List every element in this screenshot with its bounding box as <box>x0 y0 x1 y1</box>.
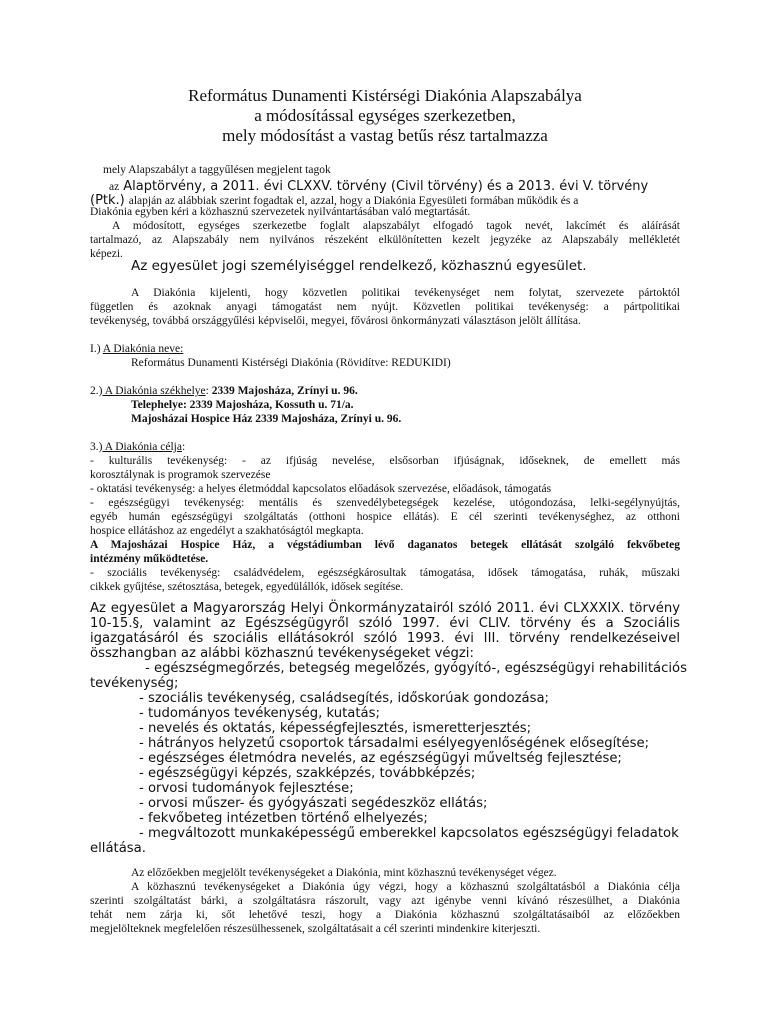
site-address: Telephelye: 2339 Majosháza, Kossuth u. 71/a. <box>131 399 354 411</box>
goal-cultural-line-2: korosztálynak is programok szervezése <box>90 469 271 481</box>
section-2-title: A Diakónia székhelye <box>102 385 206 397</box>
activity-item: - egészségmegőrzés, betegség megelőzés, gyógyító-, egészségügyi rehabilitációs <box>145 661 687 676</box>
closing-line-1: Az előzőekben megjelölt tevékenységeket a Diakónia, mint közhasznú tevékenységet végez. <box>131 867 557 879</box>
public-benefit-line-2: 10-15.§, valamint az Egészségügyről szóló 1997. évi CLIV. törvény és a Szociális <box>90 616 680 631</box>
activity-item: - szociális tevékenység, családsegítés, időskorúak gondozása; <box>139 691 549 706</box>
goal-education: - oktatási tevékenység: a helyes életmóddal kapcsolatos előadások szervezése, előadások, támogatás <box>90 483 552 495</box>
declaration-line-2: független és azoknak anyagi támogatást nem nyújt. Közvetlen politikai tevékenység: a pártpolitikai <box>90 301 680 313</box>
intro-line-5: A módosított, egységes szerkezetbe foglalt alapszabályt elfogadó tagok nevét, lakcímét és aláírását <box>112 220 680 232</box>
intro-line-6: tartalmazó, az Alapszabály nem nyilvános részeként elkülönítetten kezelt jegyzéke az Alapszabály mellékletét <box>90 234 680 246</box>
goal-cultural-line-1: - kulturális tevékenység: - az ifjúság nevelése, elsősorban ifjúságnak, időseknek, de emellett más <box>90 455 680 467</box>
intro-line-3-ptk: (Ptk.) <box>90 193 125 208</box>
declaration-line-1: A Diakónia kijelenti, hogy közvetlen politikai tevékenységet nem folytat, szervezete pártoktól <box>131 287 680 299</box>
activity-item: - egészségügyi képzés, szakképzés, továbbképzés; <box>139 766 476 781</box>
activity-item: - megváltozott munkaképességű emberekkel kapcsolatos egészségügyi feladatok <box>139 826 679 841</box>
document-title-line-1: Református Dunamenti Kistérségi Diakónia Alapszabálya <box>188 86 582 105</box>
closing-line-2: A közhasznú tevékenységeket a Diakónia úgy végzi, hogy a közhasznú szolgáltatásból a Diakónia célja <box>131 881 680 893</box>
section-1-number: I.) <box>90 343 101 355</box>
section-2-number: 2.) <box>90 385 103 397</box>
association-name: Református Dunamenti Kistérségi Diakónia (Rövidítve: REDUKIDI) <box>131 357 451 369</box>
goal-health-line-3: hospice ellátáshoz az engedélyt a szakhatóságtól megkapta. <box>90 525 364 537</box>
activity-item: - egészséges életmódra nevelés, az egészségügyi műveltség fejlesztése; <box>139 751 622 766</box>
document-title-line-3: mely módosítást a vastag betűs rész tartalmazza <box>222 126 548 145</box>
intro-line-2-laws: Alaptörvény, a 2011. évi CLXXV. törvény (Civil törvény) és a 2013. évi V. törvény <box>123 179 649 194</box>
section-2-colon: : <box>205 385 209 397</box>
declaration-line-3: tevékenység, továbbá országgyűlési képviselői, megyei, fővárosi önkormányzati választáson jelölt állítása. <box>90 315 581 327</box>
section-3-title: A Diakónia célja <box>102 441 182 453</box>
section-2-heading <box>90 384 358 398</box>
goal-hospice-line-1: A Majosházai Hospice Ház, a végstádiumban lévő daganatos betegek ellátását szolgáló fekvőbeteg <box>90 539 680 551</box>
activity-item: tevékenység; <box>90 676 179 691</box>
registered-seat: 2339 Majosháza, Zrínyi u. 96. <box>211 385 358 397</box>
goal-health-line-2: egyéb humán egészségügyi szolgáltatás (otthoni hospice ellátás). E cél szerinti tevékenységhez, az otthoni <box>90 511 680 523</box>
closing-line-4: tehát nem zárja ki, sőt lehetővé teszi, hogy a Diakónia közhasznú szolgáltatásaiból az előzőekben <box>90 909 680 921</box>
intro-line-2-prefix: az <box>109 181 120 193</box>
activity-item: - orvosi műszer- és gyógyászati segédeszköz ellátás; <box>139 796 488 811</box>
legal-status-statement: Az egyesület jogi személyiséggel rendelkező, közhasznú egyesület. <box>131 258 587 274</box>
activity-item: ellátása. <box>90 841 146 856</box>
goal-health-line-1: - egészségügyi tevékenység: mentális és szenvedélybetegségek kezelése, utógondozása, lelki-segélynyújtás, <box>90 497 680 509</box>
public-benefit-line-1: Az egyesület a Magyarország Helyi Önkormányzatairól szóló 2011. évi CLXXXIX. törvény <box>90 601 680 616</box>
goal-social-line-1: - szociális tevékenység: családvédelem, egészségkárosultak támogatása, idősek támogatása, ruhák, műszaki <box>90 567 680 579</box>
activity-item: - hátrányos helyzetű csoportok társadalmi esélyegyenlőségének elősegítése; <box>139 736 650 751</box>
intro-line-3-rest: alapján az alábbiak szerint fogadtak el, azzal, hogy a Diakónia Egyesületi formában működik és a <box>128 195 579 207</box>
goal-hospice-line-2: intézmény működtetése. <box>90 553 209 565</box>
hospice-house-address: Majosházai Hospice Ház 2339 Majosháza, Zrínyi u. 96. <box>131 413 402 425</box>
activity-item: - tudományos tevékenység, kutatás; <box>139 706 380 721</box>
activity-item: - fekvőbeteg intézetben történő elhelyezés; <box>139 811 428 826</box>
public-benefit-line-4: összhangban az alábbi közhasznú tevékenységeket végzi: <box>90 646 474 661</box>
goal-social-line-2: cikkek gyűjtése, szétosztása, betegek, egyedülállók, idősek segítése. <box>90 581 404 593</box>
intro-line-4: Diakónia egyben kéri a közhasznú szervezetek nyilvántartásában való megtartását. <box>90 206 471 218</box>
intro-line-1: mely Alapszabályt a taggyűlésen megjelent tagok <box>103 164 331 176</box>
closing-line-5: megjelölteknek megfelelően részesülhessenek, szolgáltatásait a cél szerinti mindenkire kiterjeszti. <box>90 923 541 935</box>
section-1-heading <box>90 342 183 356</box>
document-title-line-2: a módosítással egységes szerkezetben, <box>254 106 516 125</box>
section-1-title: A Diakónia neve: <box>102 343 184 355</box>
activity-item: - orvosi tudományok fejlesztése; <box>139 781 354 796</box>
public-benefit-line-3: igazgatásáról és szociális ellátásokról szóló 1993. évi III. törvény rendelkezéseivel <box>90 631 680 646</box>
closing-line-3: szerinti szolgáltatást bárki, a szolgáltatásra rászorult, vagy azt igénybe venni kívánó részesülhet, a Diakónia <box>90 895 680 907</box>
intro-line-7: képezi. <box>90 248 123 260</box>
section-3-number: 3.) <box>90 441 103 453</box>
section-3-heading <box>90 440 185 454</box>
section-3-colon: : <box>182 441 186 453</box>
activity-item: - nevelés és oktatás, képességfejlesztés, ismeretterjesztés; <box>139 721 532 736</box>
